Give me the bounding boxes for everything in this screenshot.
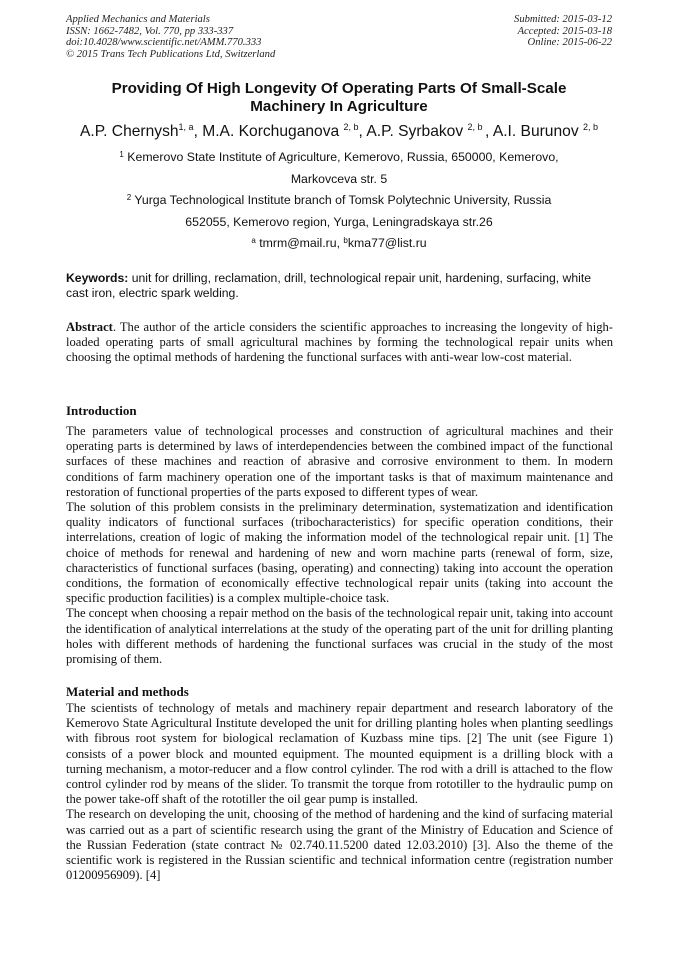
affiliation-2-line2: 652055, Kemerovo region, Yurga, Leningradskaya str.26 bbox=[185, 215, 493, 229]
author-affiliation-mark: 2, b bbox=[467, 122, 485, 132]
paragraph: The scientists of technology of metals and machinery repair department and research laboratory of the Kemerovo State Agricultural Institute developed the unit for drilling planting holes when planting seedlings with fibrous root system for biological reclamation of Kuzbass mine tips. [2] The unit (see Figure 1) consists of a power block and mounted equipment. The mounted equipment is a drilling block with a turning mechanism, a motor-reducer and a flow control cylinder. The rod with a drill is attached to the flow control cylinder rod by means of the slider. To transmit the torque from rototiller to the hydraulic pump on the power take-off shaft of the rototiller the oil gear pump is installed. bbox=[66, 701, 613, 807]
accepted-date: Accepted: 2015-03-18 bbox=[517, 25, 612, 37]
introduction-body bbox=[66, 424, 613, 667]
author-list bbox=[40, 122, 638, 142]
author-affiliation-mark: 1, a bbox=[178, 122, 194, 132]
paper-title-line2: Machinery In Agriculture bbox=[250, 97, 428, 115]
keywords bbox=[66, 271, 616, 300]
methods-body bbox=[66, 701, 613, 883]
author-separator: , bbox=[485, 123, 493, 140]
paragraph: The solution of this problem consists in the preliminary determination, systematization and identification quality indicators of functional surfaces (tribocharacteristics) for specific operation conditions, their interrelations, creation of logic of making the information model of the technological repair unit. [1] The choice of methods for renewal and hardening of new and worn machine parts (renewal of form, size, characteristics of functional surfaces (basing, operating) and connecting) taking into account the operation conditions, the formation of economically effective technological repair units (taking into account the specific production facilities) is a complex multiple-choice task. bbox=[66, 500, 613, 606]
journal-issn: ISSN: 1662-7482, Vol. 770, pp 333-337 bbox=[66, 25, 234, 37]
submitted-date: Submitted: 2015-03-12 bbox=[514, 14, 612, 25]
email-b: kma77@list.ru bbox=[347, 236, 427, 250]
paper-title bbox=[66, 80, 612, 115]
author-name: A.P. Syrbakov bbox=[366, 123, 468, 140]
paragraph: The concept when choosing a repair method on the basis of the technological repair unit, taking into account the identification of analytical interrelations at the study of the operating part of the unit for drilling planting holes with different methods of hardening the functional surfaces was crucial in the study of the most promising of them. bbox=[66, 606, 613, 667]
author-emails bbox=[66, 236, 612, 250]
email-a: tmrm@mail.ru, bbox=[255, 236, 344, 250]
email-mark: a bbox=[251, 236, 256, 245]
affiliation-1-line2: Markovceva str. 5 bbox=[290, 172, 388, 186]
affiliation-mark: 1 bbox=[119, 150, 124, 159]
author-name: M.A. Korchuganova bbox=[202, 123, 344, 140]
affiliation-mark: 2 bbox=[126, 193, 132, 202]
publication-dates bbox=[514, 14, 612, 49]
journal-header bbox=[66, 14, 275, 60]
abstract bbox=[66, 320, 613, 366]
author-separator: , bbox=[193, 123, 203, 140]
author-name: A.P. Chernysh bbox=[80, 123, 179, 140]
email-mark: b bbox=[343, 236, 348, 245]
abstract-text: . The author of the article considers the scientific approaches to increasing the longevity of high-loaded operating parts of small agricultural machines by forming the technological repair units when choosing the optimal methods of hardening the functional surfaces with anti-wear low-cost material. bbox=[66, 320, 613, 365]
abstract-label: Abstract bbox=[66, 320, 113, 334]
paper-title-line1: Providing Of High Longevity Of Operating Parts Of Small-Scale bbox=[111, 80, 567, 97]
keywords-label: Keywords: bbox=[66, 271, 129, 285]
online-date: Online: 2015-06-22 bbox=[527, 37, 612, 49]
keywords-text: unit for drilling, reclamation, drill, technological repair unit, hardening, surfacing, white cast iron, electric spark welding. bbox=[66, 271, 591, 300]
author-affiliation-mark: 2, b bbox=[343, 122, 359, 132]
paragraph: The parameters value of technological processes and construction of agricultural machines and their operating parts is determined by laws of interdependencies between the combined impact of the functional surfaces of these machines and reaction of abrasive and corrosive environment to them. In modern conditions of farm machinery operation one of the important tasks is that of maximum maintenance and restoration of functional properties of the parts exposed to different types of wear. bbox=[66, 424, 613, 499]
author-name: A.I. Burunov bbox=[492, 123, 583, 140]
journal-doi: doi:10.4028/www.scientific.net/AMM.770.333 bbox=[66, 37, 262, 49]
methods-heading: Material and methods bbox=[66, 684, 189, 699]
journal-copyright: © 2015 Trans Tech Publications Ltd, Switzerland bbox=[66, 48, 276, 60]
introduction-heading: Introduction bbox=[66, 403, 137, 418]
affiliation-2-line1: $^2$ Yurga Technological Institute branch of Tomsk Polytechnic University, Russia bbox=[126, 193, 552, 207]
journal-name: Applied Mechanics and Materials bbox=[66, 14, 210, 25]
author-separator: , bbox=[358, 123, 367, 140]
affiliation-1-line1: $^1$ Kemerovo State Institute of Agriculture, Kemerovo, Russia, 650000, Kemerovo, bbox=[119, 150, 559, 164]
paragraph: The research on developing the unit, choosing of the method of hardening and the kind of surfacing material was carried out as a part of scientific research using the grant of the Ministry of Education and Science of the Russian Federation (state contract № 02.740.11.5200 dated 12.03.2010) [3]. Also the theme of the scientific work is registered in the Russian scientific and technical information centre (registration number 01200956909). [4] bbox=[66, 807, 613, 883]
author-affiliation-mark: 2, b bbox=[582, 122, 598, 132]
